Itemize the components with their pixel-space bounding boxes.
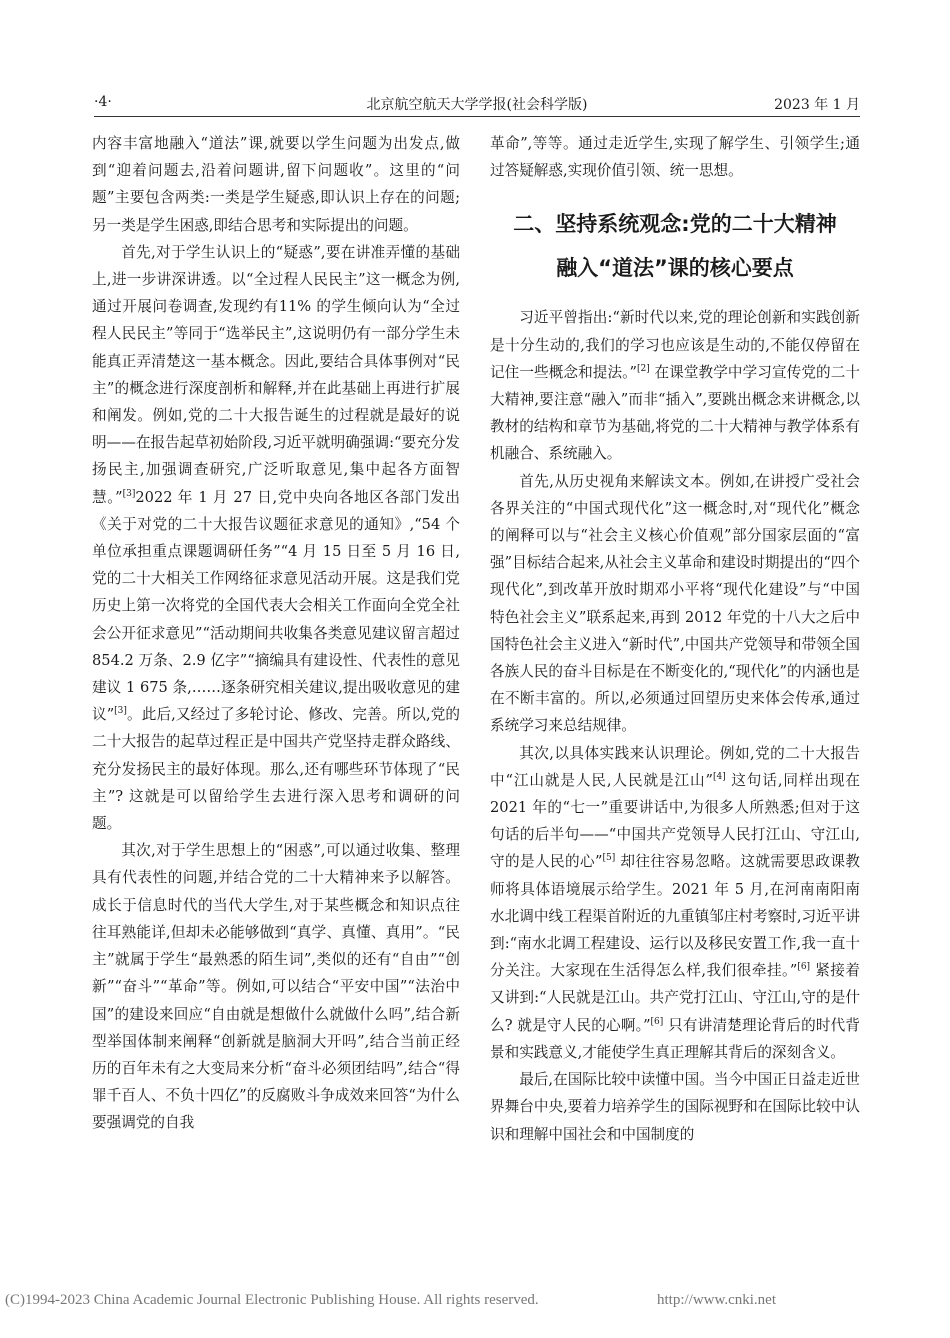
right-column [490,130,860,1148]
paragraph: 内容丰富地融入“道法”课,就要以学生问题为出发点,做到“迎着问题去,沿着问题讲,留下问题收”。这里的“问题”主要包含两类:一类是学生疑惑,即认识上存在的问题;另一类是学生困惑,即结合思考和实际提出的问题。 [92,135,460,234]
section-heading-line: 二、坚持系统观念:党的二十大精神 [513,212,837,237]
footer-url[interactable]: http://www.cnki.net [657,1292,777,1308]
paragraph: 首先,从历史视角来解读文本。例如,在讲授广受社会各界关注的“中国式现代化”这一概念时,对“现代化”概念的阐释可以与“社会主义核心价值观”部分国家层面的“富强”目标结合起来,从社会主义革命和建设时期提出的“四个现代化”,到改革开放时期邓小平将“现代化建设”与“中国特色社会主义”联系起来,再到 2012 年党的十八大之后中国特色社会主义进入“新时代”,中国共产党领导和带领全国各族人民的奋斗目标是在不断变化的,“现代化”的内涵也是在不断丰富的。所以,必须通过回望历史来体会传承,通过系统学习来总结规律。 [490,472,860,735]
paragraph: 首先,对于学生认识上的“疑惑”,要在讲准弄懂的基础上,进一步讲深讲透。以“全过程人民民主”这一概念为例,通过开展问卷调查,发现约有11% 的学生倾向认为“全过程人民民主”等同于“选举民主”,这说明仍有一部分学生未能真正弄清楚这一基本概念。因此,要结合具体事例对“民主”的概念进行深度剖析和解释,并在此基础上再进行扩展和阐发。例如,党的二十大报告诞生的过程就是最好的说明——在报告起草初始阶段,习近平就明确强调:“要充分发扬民主,加强调查研究,广泛听取意见,集中起各方面智慧。”[3]2022 年 1 月 27 日,党中央向各地区各部门发出《关于对党的二十大报告议题征求意见的通知》,“54 个单位承担重点课题调研任务”“4 月 15 日至 5 月 16 日,党的二十大相关工作网络征求意见活动开展。这是我们党历史上第一次将党的全国代表大会相关工作面向全党全社会公开征求意见”“活动期间共收集各类意见建议留言超过 854.2 万条、2.9 亿字”“摘编具有建设性、代表性的意见建议 1 675 条,……逐条研究相关建议,提出吸收意见的建议”[3]。此后,又经过了多轮讨论、修改、完善。所以,党的二十大报告的起草过程正是中国共产党坚持走群众路线、充分发扬民主的最好体现。那么,还有哪些环节体现了“民主”? 这就是可以留给学生去进行深入思考和调研的问题。 [92,243,460,833]
section-heading [490,202,860,290]
page-number: ·4· [94,94,112,110]
journal-title: 北京航空航天大学学报(社会科学版) [366,97,588,113]
section-heading-line: 融入“道法”课的核心要点 [556,256,794,281]
copyright-text: (C)1994-2023 China Academic Journal Electronic Publishing House. All rights reserved. [5,1292,539,1308]
paragraph: 革命”,等等。通过走近学生,实现了解学生、引领学生;通过答疑解惑,实现价值引领、统一思想。 [490,135,860,180]
copyright-footer [5,1292,945,1309]
paragraph: 其次,对于学生思想上的“困惑”,可以通过收集、整理具有代表性的问题,并结合党的二十大精神来予以解答。成长于信息时代的当代大学生,对于某些概念和知识点往往耳熟能详,但却未必能够做到“真学、真懂、真用”。“民主”就属于学生“最熟悉的陌生词”,类似的还有“自由”“创新”“奋斗”“革命”等。例如,可以结合“平安中国”“法治中国”的建设来回应“自由就是想做什么就做什么吗”,结合新型举国体制来阐释“创新就是脑洞大开吗”,结合当前正经历的百年未有之大变局来分析“奋斗必须团结吗”,结合“得罪千百人、不负十四亿”的反腐败斗争成效来回答“为什么要强调党的自我 [92,842,460,1132]
paragraph: 其次,以具体实践来认识理论。例如,党的二十大报告中“江山就是人民,人民就是江山”[4] 这句话,同样出现在 2021 年的“七一”重要讲话中,为很多人所熟悉;但对于这句话的后半句——“中国共产党领导人民打江山、守江山,守的是人民的心”[5] 却往往容易忽略。这就需要思政课教师将具体语境展示给学生。2021 年 5 月,在河南南阳南水北调中线工程渠首附近的九重镇邹庄村考察时,习近平讲到:“南水北调工程建设、运行以及移民安置工作,我一直十分关注。大家现在生活得怎么样,我们很牵挂。”[6] 紧接着又讲到:“人民就是江山。共产党打江山、守江山,守的是什么? 就是守人民的心啊。”[6] 只有讲清楚理论背后的时代背景和实践意义,才能使学生真正理解其背后的深刻含义。 [490,744,861,1061]
left-column [92,130,460,1137]
running-header [94,92,860,117]
paragraph: 最后,在国际比较中读懂中国。当今中国正日益走近世界舞台中央,要着力培养学生的国际视野和在国际比较中认识和理解中国社会和中国制度的 [490,1071,860,1143]
paragraph: 习近平曾指出:“新时代以来,党的理论创新和实践创新是十分生动的,我们的学习也应该是生动的,不能仅停留在记住一些概念和提法。”[2] 在课堂教学中学习宣传党的二十大精神,要注意“融入”而非“插入”,要跳出概念来讲概念,以教材的结构和章节为基础,将党的二十大精神与教学体系有机融合、系统融入。 [490,309,860,463]
issue-date: 2023 年 1 月 [774,97,860,113]
